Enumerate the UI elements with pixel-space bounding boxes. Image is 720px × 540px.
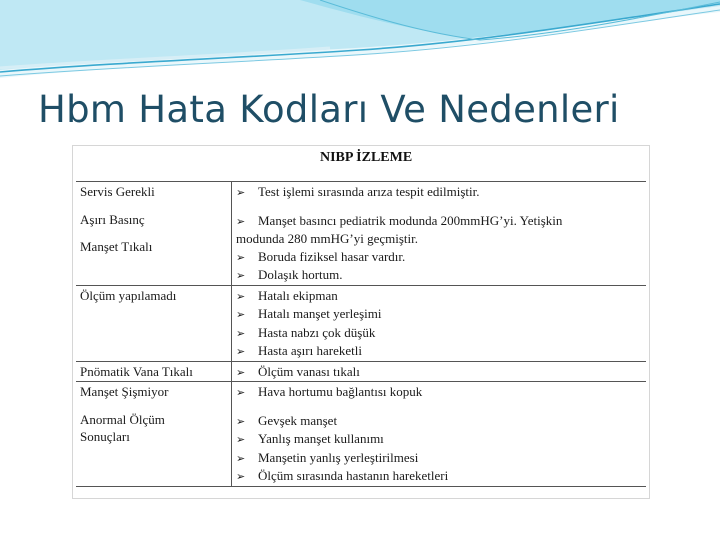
table-heading: NIBP İZLEME <box>320 150 413 165</box>
error-code-table <box>76 181 646 487</box>
arrow-bullet-icon: ➢ <box>236 386 246 399</box>
reason-text: Hatalı ekipman <box>258 287 338 303</box>
reason-item <box>236 287 642 306</box>
reason-item <box>236 449 642 468</box>
arrow-bullet-icon: ➢ <box>236 326 246 340</box>
spacer <box>80 401 227 411</box>
reason-text: Manşet basıncı pediatrik modunda 200mmHG’yi. Yetişkin <box>258 212 563 228</box>
reason-item <box>236 183 642 202</box>
arrow-bullet-icon: ➢ <box>236 433 246 446</box>
reason-item <box>236 212 642 231</box>
reason-item <box>236 324 642 343</box>
header-wave-decoration <box>0 0 720 90</box>
arrow-bullet-icon: ➢ <box>236 470 246 483</box>
reason-item <box>236 412 642 431</box>
reason-text: Hatalı manşet yerleşimi <box>258 306 382 321</box>
reason-text: Yanlış manşet kullanımı <box>258 431 384 446</box>
reason-text: Boruda fiziksel hasar vardır. <box>258 248 406 264</box>
reason-item <box>236 430 642 449</box>
reason-text: Test işlemi sırasında arıza tespit edilmiştir. <box>258 184 480 199</box>
arrow-bullet-icon: ➢ <box>236 250 246 264</box>
reasons-cell <box>232 361 647 382</box>
table-row <box>76 361 646 382</box>
spacer <box>80 228 227 238</box>
error-code-label: Servis Gerekli <box>80 184 155 199</box>
reasons-cell <box>232 285 647 361</box>
arrow-bullet-icon: ➢ <box>236 214 246 228</box>
spacer <box>80 201 227 211</box>
error-code-cell <box>76 361 232 382</box>
reason-item <box>236 248 642 267</box>
arrow-bullet-icon: ➢ <box>236 345 246 358</box>
reason-item <box>236 363 642 382</box>
table-row <box>76 182 646 286</box>
arrow-bullet-icon: ➢ <box>236 414 246 428</box>
table-row <box>76 382 646 487</box>
reason-item <box>236 266 642 285</box>
error-code-label: Manşet Tıkalı <box>80 239 153 254</box>
reason-item <box>236 342 642 361</box>
reason-item <box>236 230 642 248</box>
reason-text: Ölçüm vanası tıkalı <box>258 363 360 379</box>
reason-text: Ölçüm sırasında hastanın hareketleri <box>258 468 449 483</box>
spacer <box>236 202 642 212</box>
reason-text: Gevşek manşet <box>258 412 338 428</box>
arrow-bullet-icon: ➢ <box>236 451 246 465</box>
arrow-bullet-icon: ➢ <box>236 365 246 379</box>
reasons-cell <box>232 382 647 487</box>
error-code-label: Manşet Şişmiyor <box>80 384 169 399</box>
reason-text: Dolaşık hortum. <box>258 267 343 282</box>
arrow-bullet-icon: ➢ <box>236 269 246 282</box>
reason-item <box>236 383 642 402</box>
error-code-label: Anormal Ölçüm <box>80 411 165 427</box>
arrow-bullet-icon: ➢ <box>236 289 246 303</box>
spacer <box>236 402 642 412</box>
reason-text: Manşetin yanlış yerleştirilmesi <box>258 449 419 465</box>
reason-text: Hasta aşırı hareketli <box>258 343 362 358</box>
arrow-bullet-icon: ➢ <box>236 308 246 321</box>
slide-title: Hbm Hata Kodları Ve Nedenleri <box>38 88 620 131</box>
error-code-label: Sonuçları <box>80 429 130 444</box>
arrow-bullet-icon: ➢ <box>236 186 246 199</box>
error-code-cell <box>76 285 232 361</box>
error-code-cell <box>76 382 232 487</box>
reason-text: modunda 280 mmHG’yi geçmiştir. <box>236 231 418 246</box>
reason-text: Hava hortumu bağlantısı kopuk <box>258 384 423 399</box>
reasons-cell <box>232 182 647 286</box>
error-code-label: Pnömatik Vana Tıkalı <box>80 363 193 379</box>
reason-item <box>236 305 642 324</box>
reason-text: Hasta nabzı çok düşük <box>258 324 376 340</box>
error-code-label: Ölçüm yapılamadı <box>80 287 177 303</box>
error-code-label: Aşırı Basınç <box>80 211 145 227</box>
error-code-cell <box>76 182 232 286</box>
reason-item <box>236 467 642 486</box>
table-row <box>76 285 646 361</box>
